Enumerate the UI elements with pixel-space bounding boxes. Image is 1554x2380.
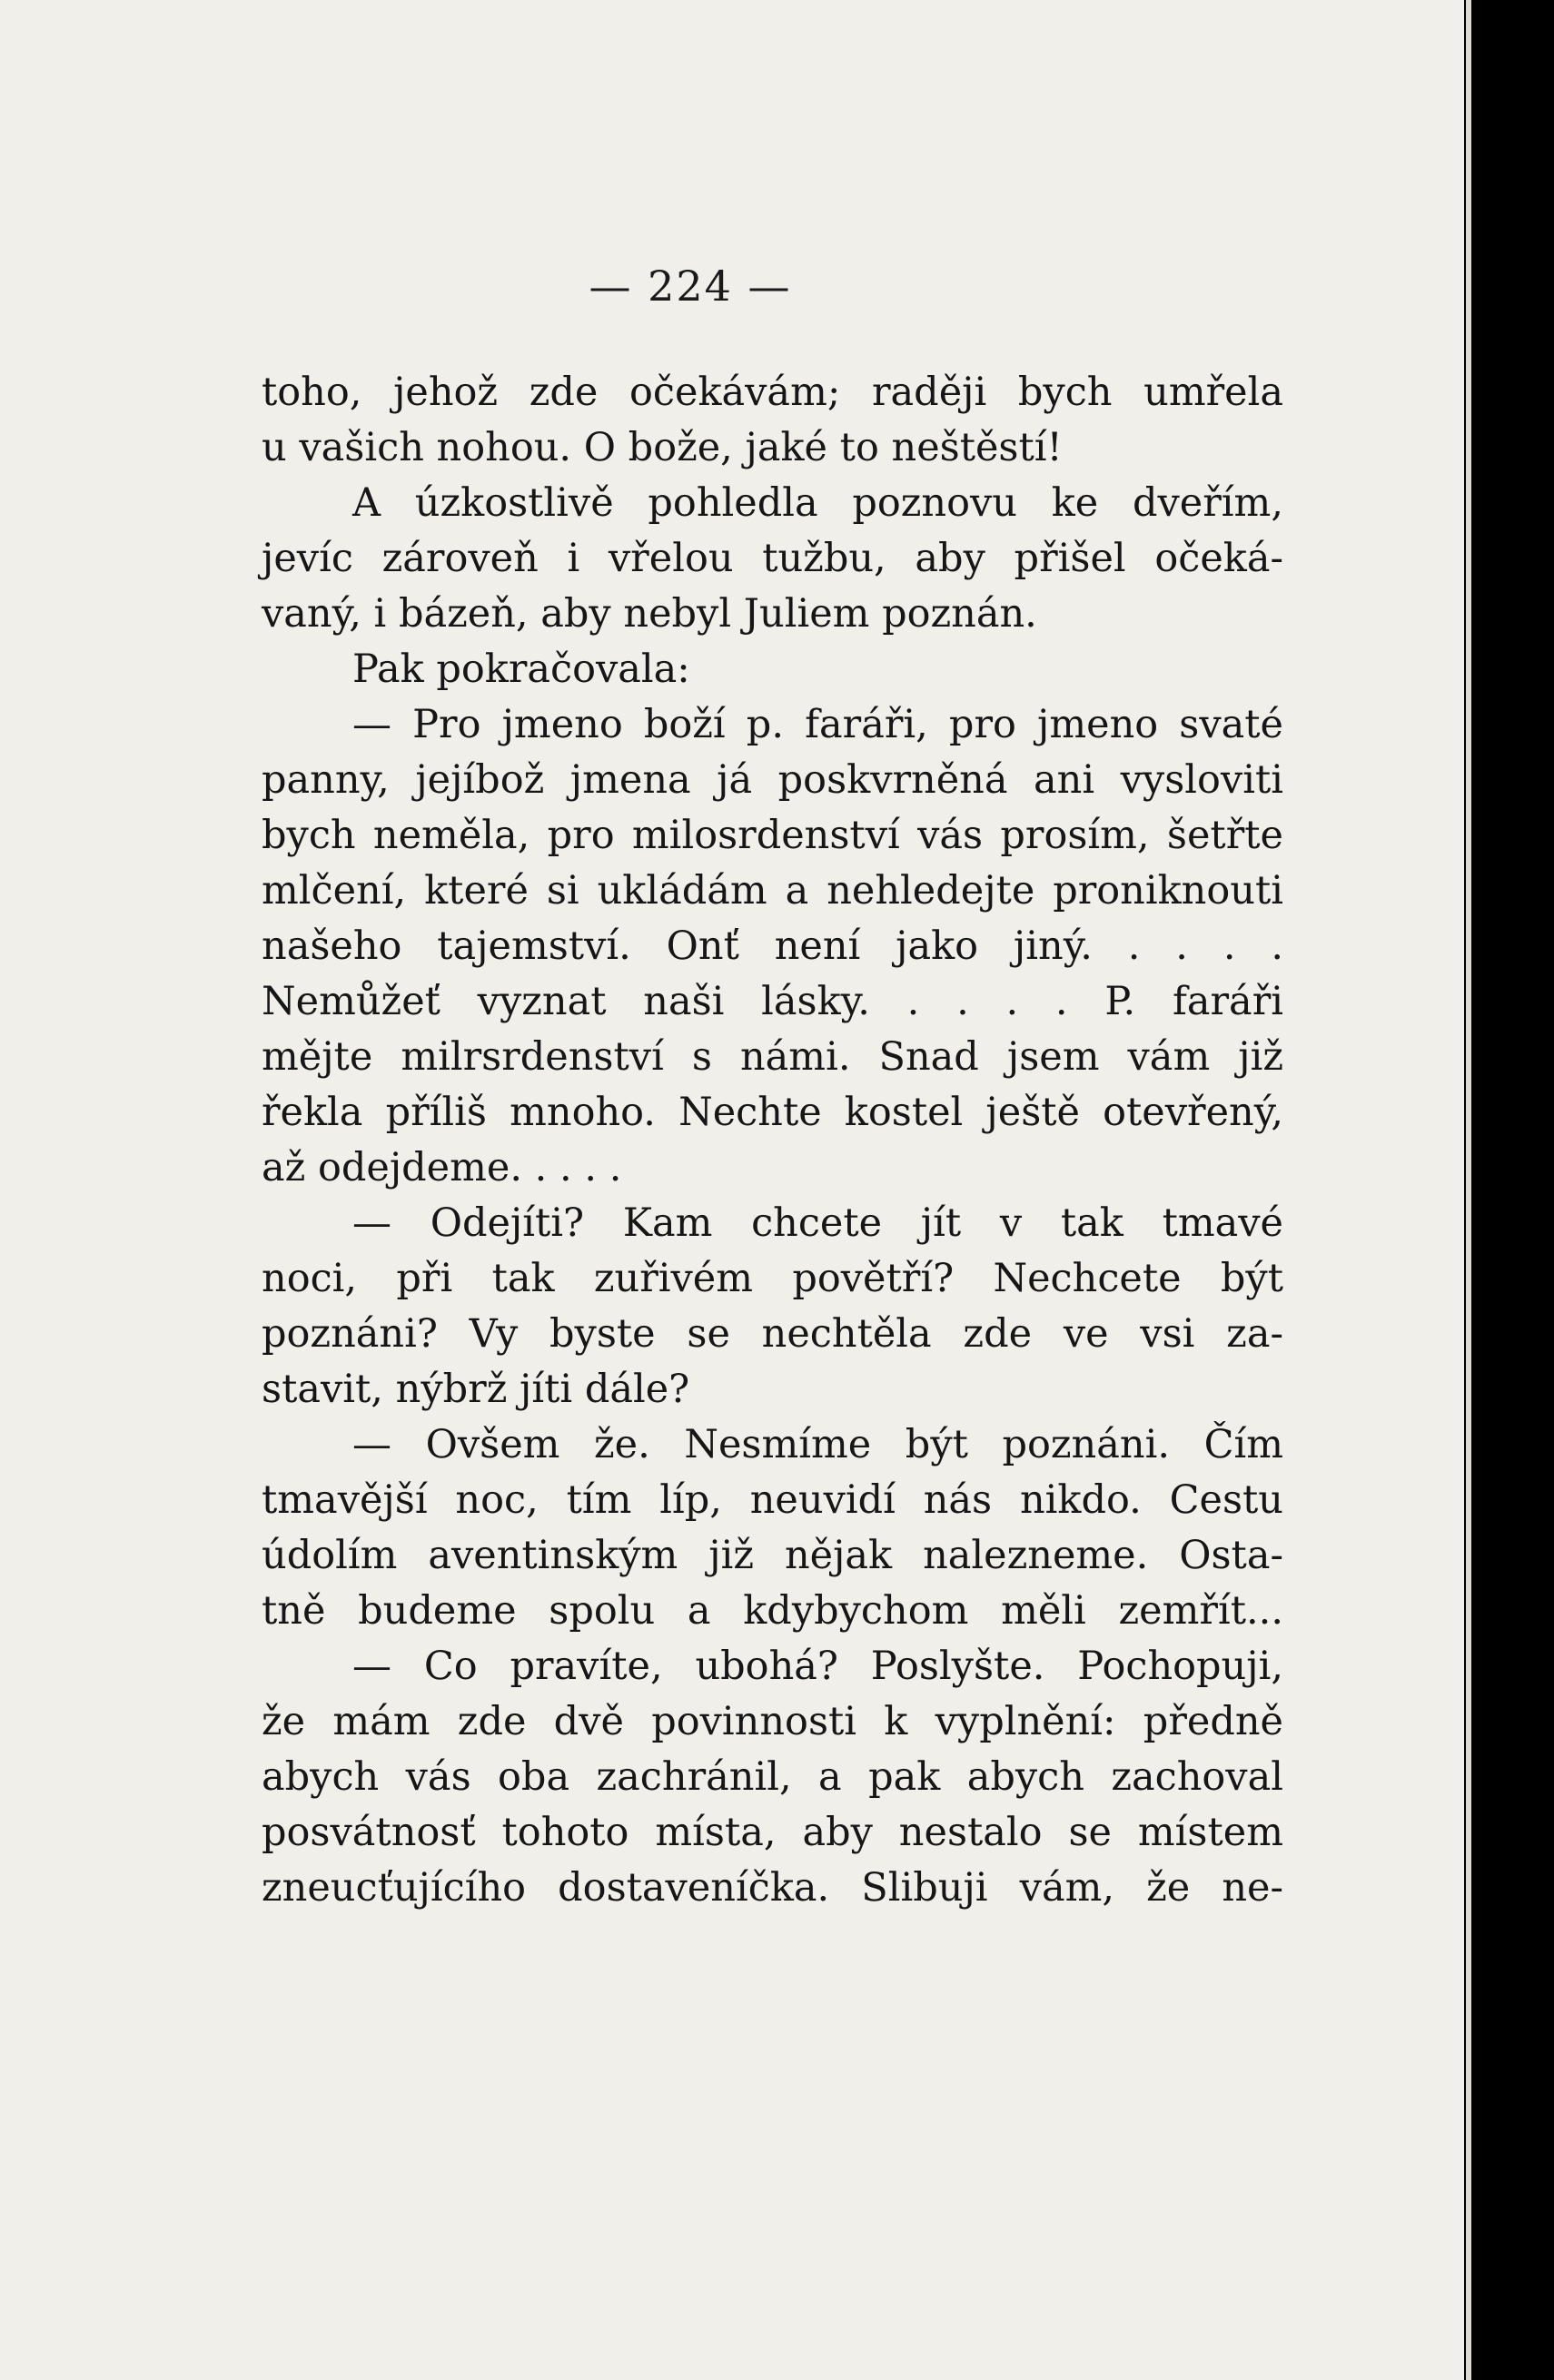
text-line: noci, při tak zuřivém povětří? Nechcete být: [262, 1256, 1283, 1301]
text-line: abych vás oba zachránil, a pak abych zachoval: [262, 1754, 1283, 1800]
text-line: vaný, i bázeň, aby nebyl Juliem poznán.: [262, 591, 1037, 637]
text-line: jevíc zároveň i vřelou tužbu, aby přišel očeká-: [262, 536, 1283, 581]
text-line: toho, jehož zde očekávám; raději bych umřela: [262, 370, 1283, 415]
text-line: tmavější noc, tím líp, neuvidí nás nikdo. Cestu: [262, 1477, 1283, 1523]
text-line: mějte milrsrdenství s námi. Snad jsem vám již: [262, 1034, 1283, 1080]
text-line: tně budeme spolu a kdybychom měli zemřít...: [262, 1588, 1283, 1634]
text-line: — Ovšem že. Nesmíme být poznáni. Čím: [352, 1422, 1283, 1467]
text-line: údolím aventinským již nějak nalezneme. Osta-: [262, 1533, 1283, 1578]
text-line: u vašich nohou. O bože, jaké to neštěstí!: [262, 425, 1063, 470]
text-line: Pak pokračovala:: [352, 647, 690, 692]
text-line: našeho tajemství. Onť není jako jiný. . . . .: [262, 923, 1283, 969]
text-line: zneucťujícího dostaveníčka. Slibuji vám, že ne-: [262, 1865, 1283, 1911]
text-line: — Odejíti? Kam chcete jít v tak tmavé: [352, 1200, 1283, 1246]
text-line: až odejdeme. . . . .: [262, 1145, 622, 1190]
text-line: mlčení, které si ukládám a nehledejte proniknouti: [262, 868, 1283, 913]
page-number: — 224 —: [589, 262, 792, 311]
text-line: bych neměla, pro milosrdenství vás prosím, šetřte: [262, 813, 1283, 858]
text-line: panny, jejíbož jmena já poskvrněná ani vysloviti: [262, 757, 1283, 803]
text-line: že mám zde dvě povinnosti k vyplnění: předně: [262, 1699, 1283, 1744]
page-text: [262, 365, 1283, 1916]
page-edge: [1466, 0, 1471, 2380]
text-line: A úzkostlivě pohledla poznovu ke dveřím,: [352, 480, 1283, 526]
text-line: řekla příliš mnoho. Nechte kostel ještě otevřený,: [262, 1090, 1283, 1135]
text-line: — Pro jmeno boží p. faráři, pro jmeno svaté: [352, 702, 1283, 747]
text-line: poznáni? Vy byste se nechtěla zde ve vsi za-: [262, 1311, 1283, 1357]
text-line: posvátnosť tohoto místa, aby nestalo se místem: [262, 1810, 1283, 1855]
text-line: — Co pravíte, ubohá? Poslyšte. Pochopuji,: [352, 1644, 1283, 1689]
text-line: Nemůžeť vyznat naši lásky. . . . . P. faráři: [262, 979, 1283, 1024]
text-line: stavit, nýbrž jíti dále?: [262, 1367, 690, 1412]
